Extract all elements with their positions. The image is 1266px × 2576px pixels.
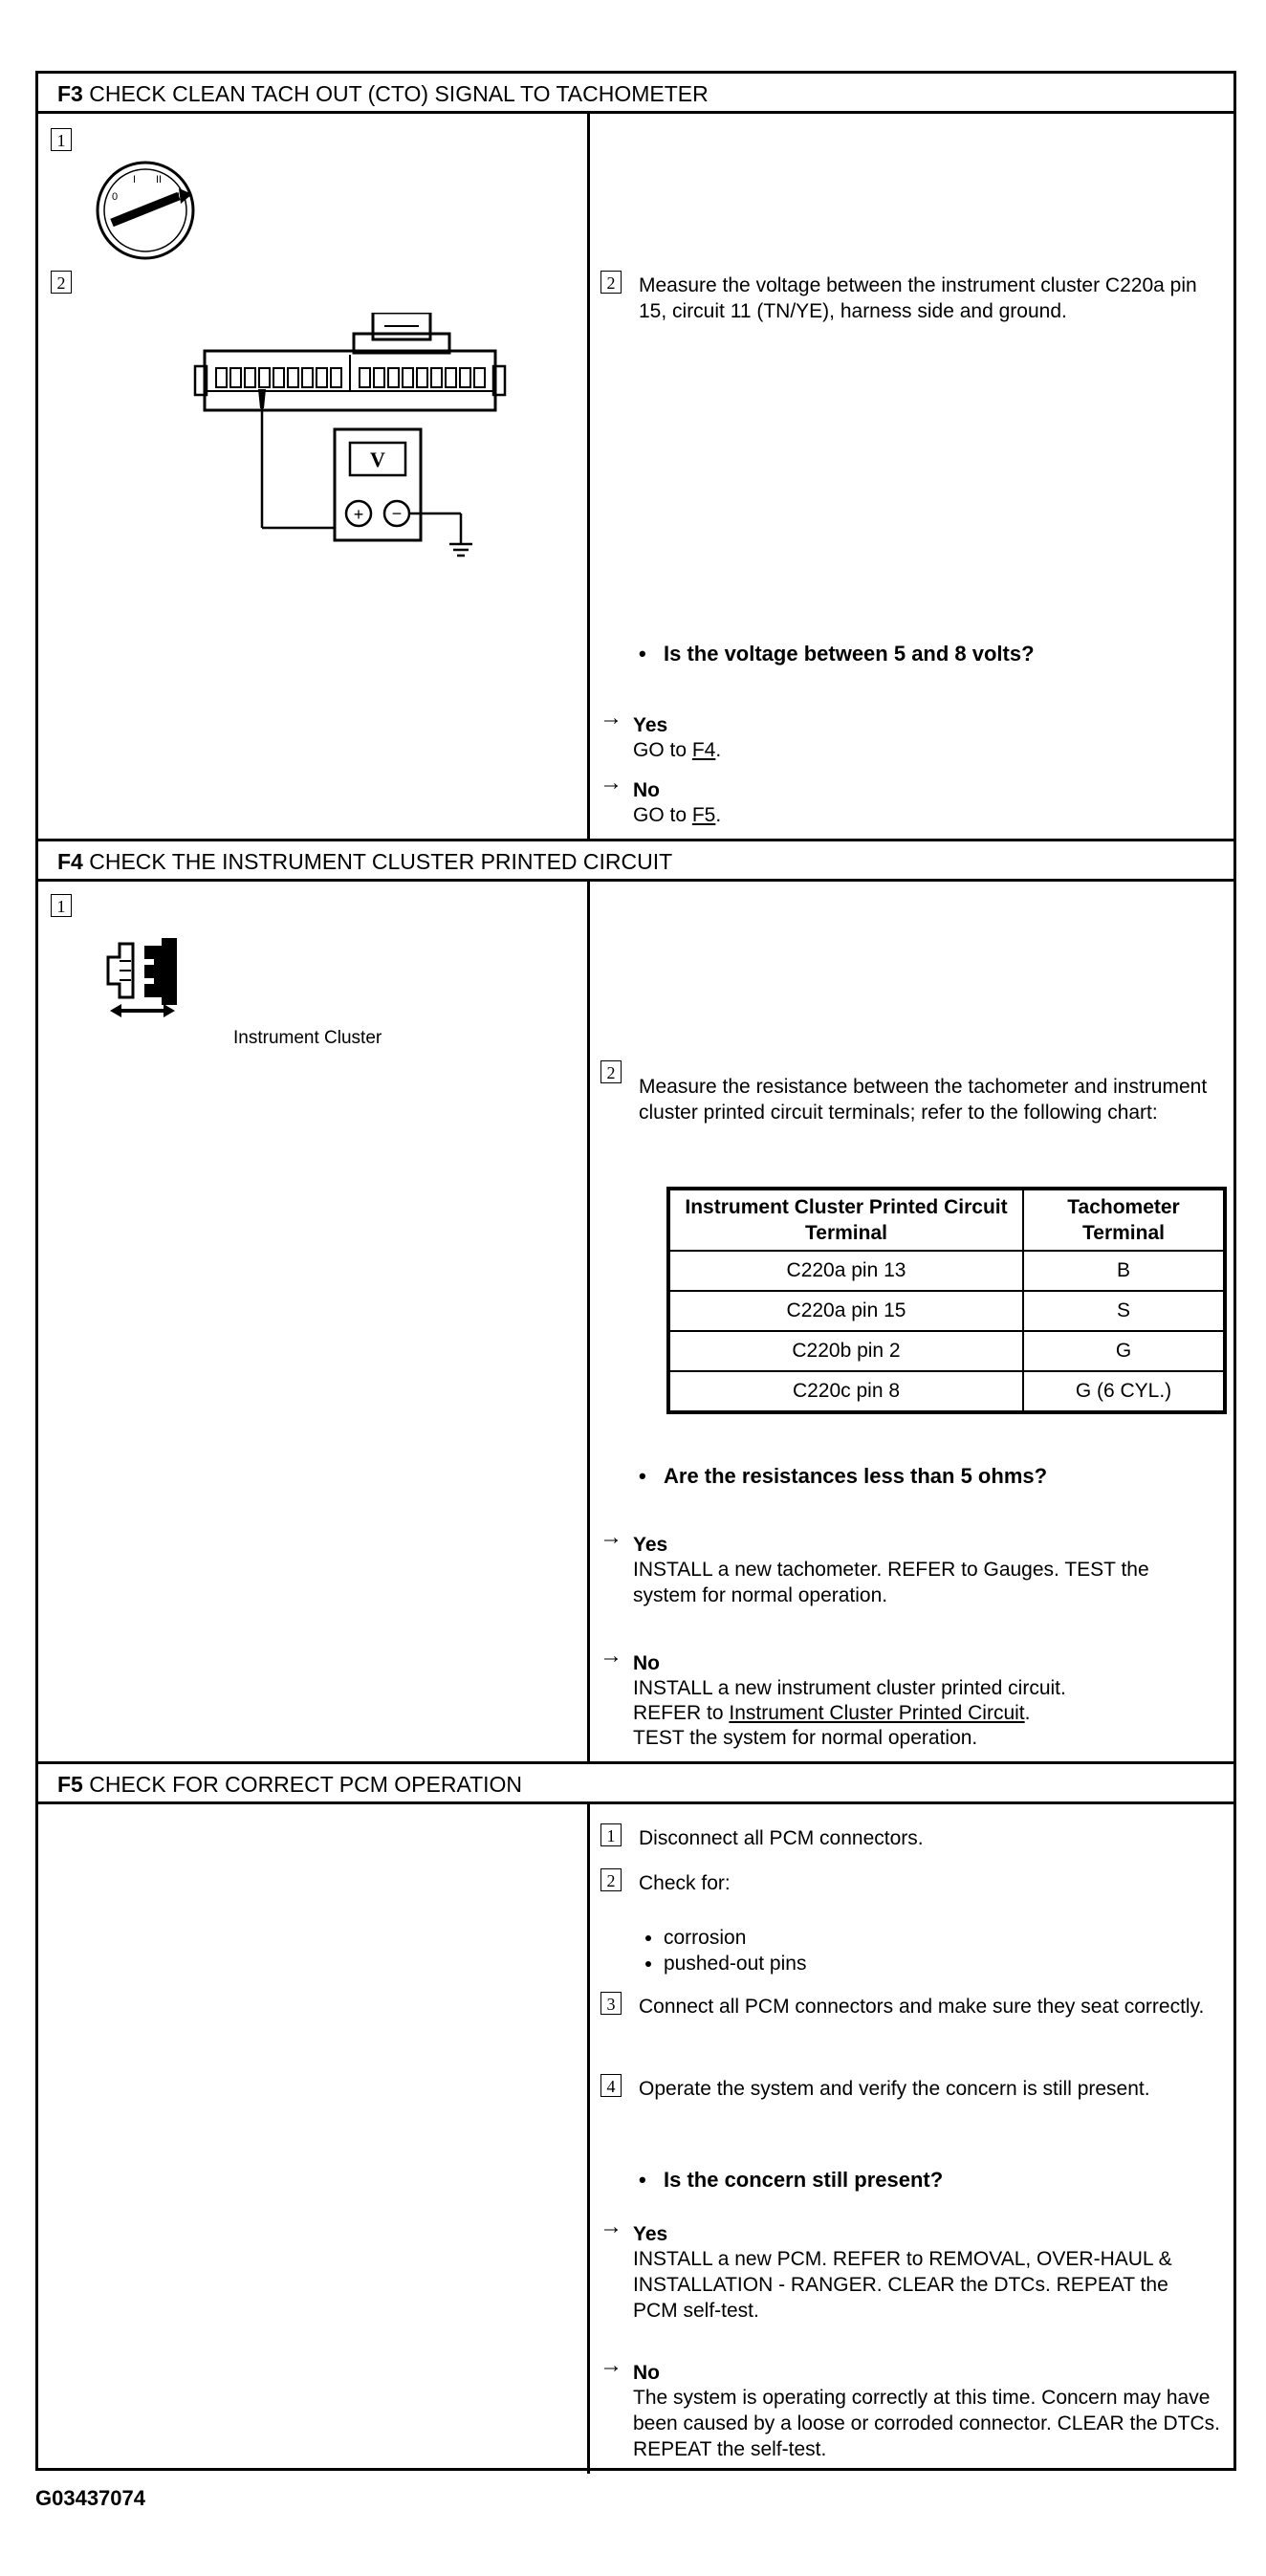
list-item: • pushed-out pins bbox=[664, 1951, 806, 1976]
svg-text:−: − bbox=[391, 504, 403, 523]
svg-text:0: 0 bbox=[112, 191, 119, 203]
f3-question: • Is the voltage between 5 and 8 volts? bbox=[664, 642, 1035, 666]
f4-step2-text: Measure the resistance between the tachometer and instrument cluster printed circuit terminals; refer to the following chart: bbox=[639, 1076, 1208, 1124]
yes-arrow-icon: → bbox=[600, 2214, 622, 2239]
f5-step4-number: 4 bbox=[600, 2074, 622, 2097]
f5-no-text: The system is operating correctly at this time. Concern may have been caused by a loose or corroded connector. CLEAR the DTCs. REPEAT the self-test. bbox=[633, 2387, 1221, 2460]
voltmeter-connector-diagram bbox=[182, 313, 545, 657]
table-cell: G (6 CYL.) bbox=[1023, 1371, 1225, 1412]
f4-no-line3: TEST the system for normal operation. bbox=[633, 1727, 978, 1749]
f5-check-list bbox=[639, 1925, 806, 1976]
table-cell: S bbox=[1023, 1291, 1225, 1331]
f4-no-line1: INSTALL a new instrument cluster printed circuit. bbox=[633, 1677, 1066, 1699]
table-cell: G bbox=[1023, 1331, 1225, 1371]
f5-no-label: No bbox=[633, 2362, 660, 2384]
f5-step1-number: 1 bbox=[600, 1823, 622, 1846]
f5-yes-label: Yes bbox=[633, 2223, 668, 2245]
f3-yes-goto: GO to F4. bbox=[633, 739, 722, 761]
svg-text:II: II bbox=[156, 174, 163, 186]
f5-yes-text: INSTALL a new PCM. REFER to REMOVAL, OVER-HAUL & INSTALLATION - RANGER. CLEAR the DTCs. REPEAT the PCM self-test. bbox=[633, 2248, 1172, 2322]
f4-header bbox=[38, 841, 1233, 882]
f4-column-divider bbox=[587, 882, 590, 1761]
table-cell: C220a pin 15 bbox=[668, 1291, 1023, 1331]
table-row bbox=[668, 1251, 1225, 1291]
f3-header bbox=[38, 74, 1233, 114]
f5-title: CHECK FOR CORRECT PCM OPERATION bbox=[89, 1772, 523, 1797]
f4-figure-caption: Instrument Cluster bbox=[233, 1028, 382, 1048]
table-cell: C220c pin 8 bbox=[668, 1371, 1023, 1412]
resistance-chart bbox=[666, 1187, 1227, 1414]
no-arrow-icon: → bbox=[600, 2352, 622, 2378]
f4-question: • Are the resistances less than 5 ohms? bbox=[664, 1464, 1047, 1489]
f3-no-label: No bbox=[633, 779, 660, 801]
chart-header-circuit-terminal: Instrument Cluster Printed Circuit Terminal bbox=[668, 1189, 1023, 1251]
f4-code: F4 bbox=[57, 849, 83, 874]
f4-yes-label: Yes bbox=[633, 1534, 668, 1556]
table-row bbox=[668, 1331, 1225, 1371]
f3-column-divider bbox=[587, 114, 590, 839]
svg-text:I: I bbox=[133, 174, 137, 186]
f3-code: F3 bbox=[57, 81, 83, 106]
f5-header bbox=[38, 1764, 1233, 1804]
table-cell: B bbox=[1023, 1251, 1225, 1291]
f3-step2-text: Measure the voltage between the instrument cluster C220a pin 15, circuit 11 (TN/YE), harness side and ground. bbox=[639, 274, 1197, 322]
f3-step2-number-left: 2 bbox=[51, 271, 72, 294]
f3-step2-number: 2 bbox=[600, 271, 622, 294]
yes-arrow-icon: → bbox=[600, 705, 622, 731]
f5-step1-text: Disconnect all PCM connectors. bbox=[639, 1827, 924, 1849]
voltmeter-symbol: V bbox=[370, 448, 385, 471]
connector-disconnect-icon bbox=[91, 925, 196, 1020]
f4-step2-number: 2 bbox=[600, 1060, 622, 1083]
no-arrow-icon: → bbox=[600, 770, 622, 796]
f4-step1-number: 1 bbox=[51, 894, 72, 917]
no-arrow-icon: → bbox=[600, 1643, 622, 1669]
chart-header-tachometer-terminal: Tachometer Terminal bbox=[1023, 1189, 1225, 1251]
f5-question: • Is the concern still present? bbox=[664, 2168, 943, 2193]
table-row bbox=[668, 1371, 1225, 1412]
f5-column-divider bbox=[587, 1804, 590, 2474]
f3-step1-number: 1 bbox=[51, 128, 72, 151]
procedure-document bbox=[35, 71, 1236, 2471]
yes-arrow-icon: → bbox=[600, 1524, 622, 1550]
list-item: • corrosion bbox=[664, 1925, 806, 1951]
f4-no-label: No bbox=[633, 1652, 660, 1674]
svg-text:III: III bbox=[177, 191, 186, 203]
f5-code: F5 bbox=[57, 1772, 83, 1797]
f5-step2-number: 2 bbox=[600, 1868, 622, 1891]
f5-step2-text: Check for: bbox=[639, 1872, 731, 1894]
table-row bbox=[668, 1291, 1225, 1331]
f5-link[interactable]: F5 bbox=[691, 804, 716, 826]
f4-no-refer: REFER to Instrument Cluster Printed Circuit. bbox=[633, 1702, 1031, 1724]
f5-step3-number: 3 bbox=[600, 1992, 622, 2015]
ignition-key-icon bbox=[93, 158, 198, 263]
table-cell: C220b pin 2 bbox=[668, 1331, 1023, 1371]
f5-step4-text: Operate the system and verify the concern is still present. bbox=[639, 2078, 1150, 2100]
table-cell: C220a pin 13 bbox=[668, 1251, 1023, 1291]
f4-link[interactable]: F4 bbox=[691, 739, 716, 761]
svg-text:+: + bbox=[353, 505, 364, 524]
f4-title: CHECK THE INSTRUMENT CLUSTER PRINTED CIRCUIT bbox=[89, 849, 673, 874]
f3-no-goto: GO to F5. bbox=[633, 804, 722, 826]
f3-title: CHECK CLEAN TACH OUT (CTO) SIGNAL TO TACHOMETER bbox=[89, 81, 709, 106]
f3-yes-label: Yes bbox=[633, 714, 668, 736]
figure-code: G03437074 bbox=[35, 2486, 145, 2510]
f5-step3-text: Connect all PCM connectors and make sure they seat correctly. bbox=[639, 1996, 1205, 2018]
instrument-cluster-printed-circuit-link[interactable]: Instrument Cluster Printed Circuit bbox=[729, 1702, 1025, 1724]
f4-yes-text: INSTALL a new tachometer. REFER to Gauges. TEST the system for normal operation. bbox=[633, 1559, 1149, 1606]
